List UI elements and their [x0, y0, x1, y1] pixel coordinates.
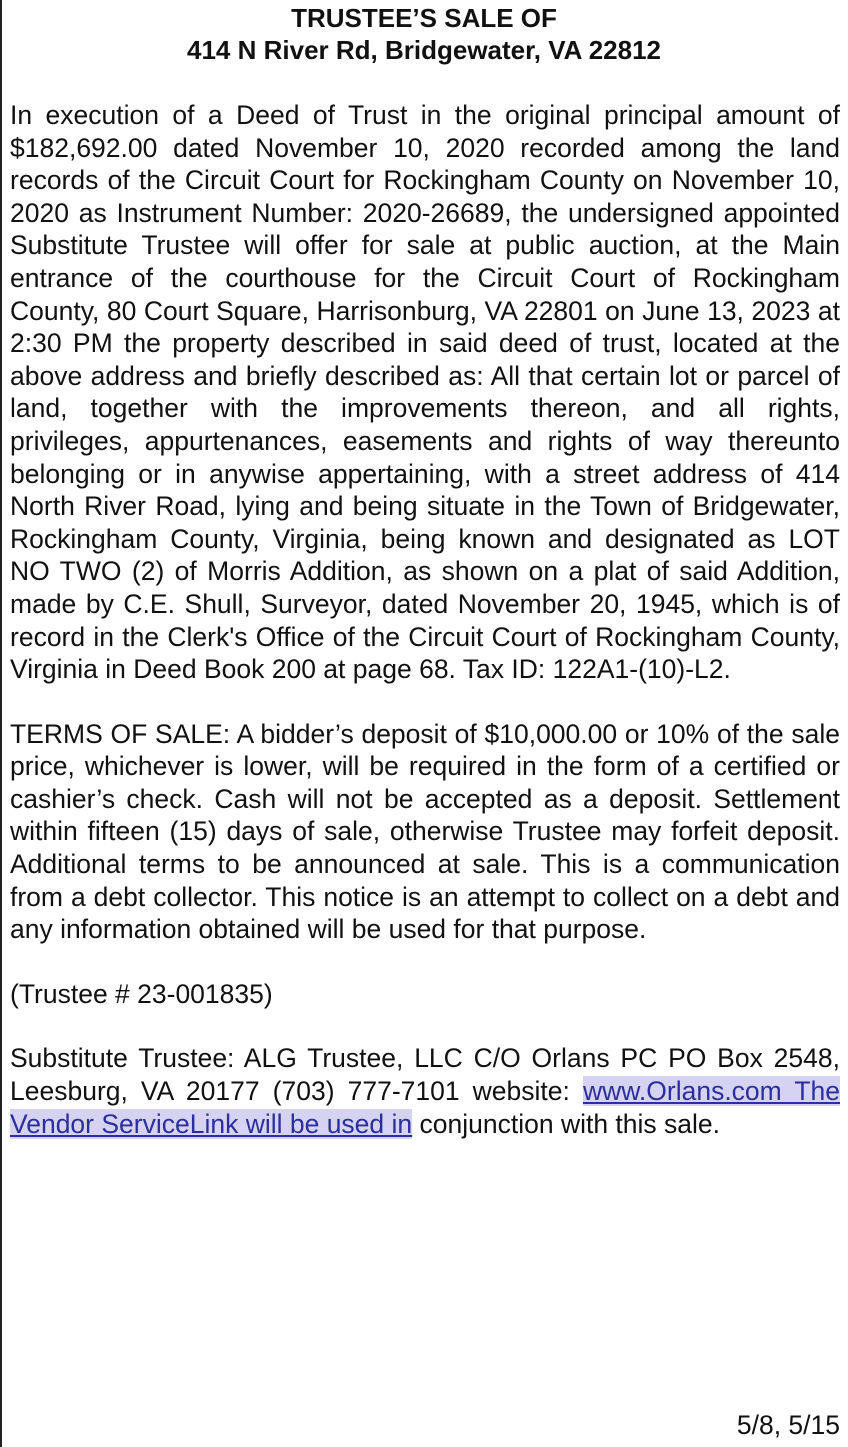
- notice-body: [2, 99, 846, 1140]
- terms-of-sale-paragraph: TERMS OF SALE: A bidder’s deposit of $10,000.00 or 10% of the sale price, whichever is lower, will be required in the form of a certified or cashier’s check. Cash will not be accepted as a deposit. Settlement within fifteen (15) days of sale, otherwise Trustee may forfeit deposit. Additional terms to be announced at sale. This is a communication from a debt collector. This notice is an attempt to collect on a debt and any information obtained will be used for that purpose.: [10, 718, 840, 945]
- notice-title: [2, 0, 846, 66]
- publication-dates: 5/8, 5/15: [736, 1410, 840, 1440]
- title-line-1: TRUSTEE’S SALE OF: [291, 3, 557, 33]
- substitute-trustee-paragraph: [10, 1042, 840, 1140]
- trustee-closing-text: conjunction with this sale.: [412, 1108, 721, 1139]
- deed-of-trust-paragraph: In execution of a Deed of Trust in the original principal amount of $182,692.00 dated November 10, 2020 recorded among the land records of the Circuit Court for Rockingham County on November 10, 2020 as Instrument Number: 2020-26689, the undersigned appointed Substitute Trustee will offer for sale at public auction, at the Main entrance of the courthouse for the Circuit Court of Rockingham County, 80 Court Square, Harrisonburg, VA 22801 on June 13, 2023 at 2:30 PM the property described in said deed of trust, located at the above address and briefly described as: All that certain lot or parcel of land, together with the improvements thereon, and all rights, privileges, appurtenances, easements and rights of way thereunto belonging or in anywise appertaining, with a street address of 414 North River Road, lying and being situate in the Town of Bridgewater, Rockingham County, Virginia, being known and designated as LOT NO TWO (2) of Morris Addition, as shown on a plat of said Addition, made by C.E. Shull, Surveyor, dated November 20, 1945, which is of record in the Clerk's Office of the Circuit Court of Rockingham County, Virginia in Deed Book 200 at page 68. Tax ID: 122A1-(10)-L2.: [10, 100, 840, 685]
- trustee-number: (Trustee # 23-001835): [10, 978, 273, 1009]
- title-line-2: 414 N River Rd, Bridgewater, VA 22812: [187, 35, 661, 65]
- trustee-contact-text: Substitute Trustee: ALG Trustee, LLC C/O Orlans PC PO Box 2548, Leesburg, VA 20177 (703) 777-7101 website:: [10, 1043, 840, 1107]
- website-link[interactable]: www.Orlans.com The Vendor ServiceLink will be used in: [10, 1076, 840, 1139]
